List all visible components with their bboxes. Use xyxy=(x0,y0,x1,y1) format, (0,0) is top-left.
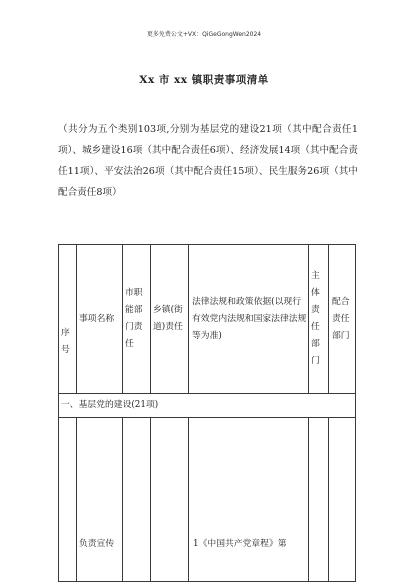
row-item-name: 负责宣传 xyxy=(77,418,123,582)
header-town-resp: 乡镇(街道)责任 xyxy=(151,245,189,394)
intro-paragraph: （共分为五个类别103项,分别为基层党的建设21项（其中配合责任1项）、城乡建设16项（其中配合责任6项）、经济发展14项（其中配合责任11项）、平安法治26项（其中配合责任15项）、民生服务26项（其中配合责任8项） xyxy=(58,124,358,198)
row-city-dept xyxy=(123,418,151,582)
header-note: 更多免费公文+VX：QiGeGongWen2024 xyxy=(146,31,262,38)
header-main-dept: 主体责任部门 xyxy=(309,245,329,394)
header-item-name: 事项名称 xyxy=(77,245,123,394)
header-index: 序号 xyxy=(59,245,77,394)
document-title: Xx 市 xx 镇职责事项清单 xyxy=(139,74,269,86)
header-coop-dept: 配合责任部门 xyxy=(329,245,356,394)
row-town-resp xyxy=(151,418,189,582)
responsibility-table xyxy=(58,244,356,582)
section-row xyxy=(59,394,356,418)
row-index xyxy=(59,418,77,582)
table-row xyxy=(59,418,356,582)
header-city-dept: 市职能部门责任 xyxy=(123,245,151,394)
section-title: 一、基层党的建设(21项) xyxy=(59,394,356,418)
header-legal-basis: 法律法规和政策依据(以现行有效党内法规和国家法律法规等为准) xyxy=(189,245,309,394)
row-legal-basis: 1《中国共产党章程》第 xyxy=(189,418,309,582)
row-main-dept xyxy=(309,418,329,582)
table-header-row xyxy=(59,245,356,394)
row-coop-dept xyxy=(329,418,356,582)
